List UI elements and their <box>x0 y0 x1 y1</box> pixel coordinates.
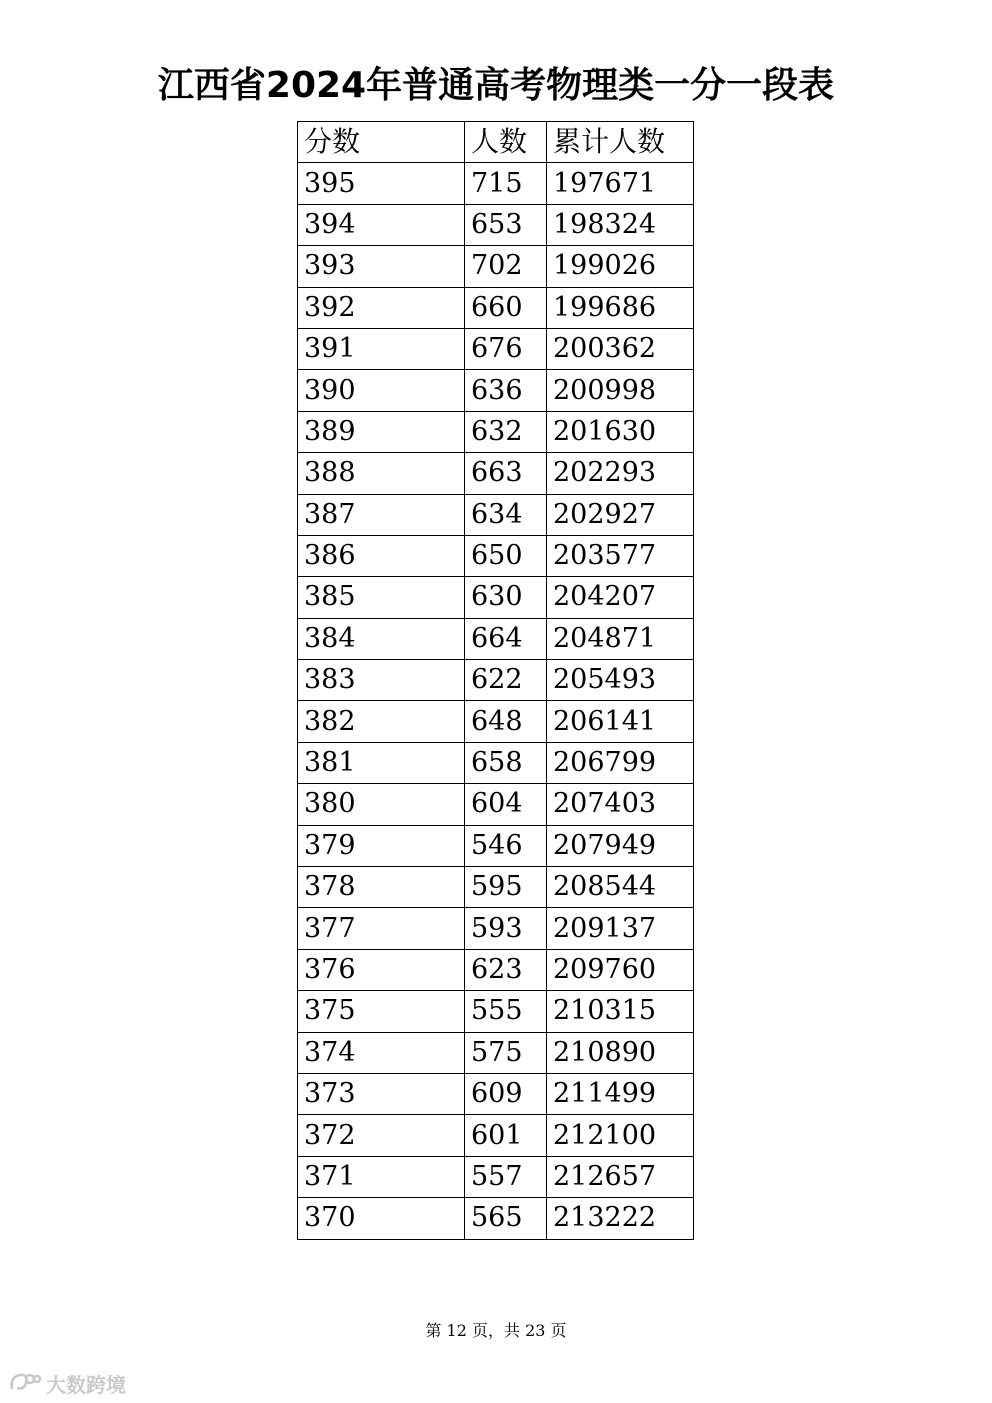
cumulative-cell: 213222 <box>547 1198 694 1239</box>
table-row <box>298 1032 694 1073</box>
count-cell: 715 <box>465 163 547 204</box>
cumulative-cell: 210890 <box>547 1032 694 1073</box>
table-row <box>298 660 694 701</box>
score-cell: 385 <box>298 577 465 618</box>
table-row <box>298 991 694 1032</box>
count-cell: 664 <box>465 618 547 659</box>
cumulative-cell: 204207 <box>547 577 694 618</box>
cumulative-cell: 211499 <box>547 1073 694 1114</box>
count-cell: 593 <box>465 908 547 949</box>
score-cell: 390 <box>298 370 465 411</box>
count-cell: 650 <box>465 535 547 576</box>
score-cell: 371 <box>298 1156 465 1197</box>
score-cell: 377 <box>298 908 465 949</box>
score-cell: 379 <box>298 825 465 866</box>
cumulative-cell: 212657 <box>547 1156 694 1197</box>
cumulative-cell: 202927 <box>547 494 694 535</box>
table-row <box>298 204 694 245</box>
table-row <box>298 163 694 204</box>
score-cell: 381 <box>298 742 465 783</box>
count-cell: 595 <box>465 867 547 908</box>
count-cell: 634 <box>465 494 547 535</box>
table-row <box>298 494 694 535</box>
table-row <box>298 535 694 576</box>
count-cell: 575 <box>465 1032 547 1073</box>
table-row <box>298 1198 694 1239</box>
score-cell: 373 <box>298 1073 465 1114</box>
table-row <box>298 784 694 825</box>
column-header-score: 分数 <box>298 122 465 163</box>
count-cell: 653 <box>465 204 547 245</box>
count-cell: 702 <box>465 246 547 287</box>
table-row <box>298 577 694 618</box>
score-cell: 383 <box>298 660 465 701</box>
cumulative-cell: 200362 <box>547 328 694 369</box>
brand-logo-icon <box>8 1371 42 1395</box>
count-cell: 632 <box>465 411 547 452</box>
cumulative-cell: 197671 <box>547 163 694 204</box>
count-cell: 648 <box>465 701 547 742</box>
cumulative-cell: 201630 <box>547 411 694 452</box>
table-row <box>298 1073 694 1114</box>
count-cell: 565 <box>465 1198 547 1239</box>
cumulative-cell: 199026 <box>547 246 694 287</box>
score-cell: 372 <box>298 1115 465 1156</box>
table-row <box>298 742 694 783</box>
score-cell: 393 <box>298 246 465 287</box>
cumulative-cell: 207949 <box>547 825 694 866</box>
count-cell: 546 <box>465 825 547 866</box>
score-cell: 374 <box>298 1032 465 1073</box>
table-row <box>298 246 694 287</box>
cumulative-cell: 204871 <box>547 618 694 659</box>
cumulative-cell: 199686 <box>547 287 694 328</box>
page-number: 第 12 页，共 23 页 <box>425 1321 567 1340</box>
count-cell: 604 <box>465 784 547 825</box>
table-row <box>298 1156 694 1197</box>
score-cell: 378 <box>298 867 465 908</box>
table-row <box>298 370 694 411</box>
table-row <box>298 287 694 328</box>
table-row <box>298 825 694 866</box>
count-cell: 622 <box>465 660 547 701</box>
cumulative-cell: 206799 <box>547 742 694 783</box>
cumulative-cell: 209137 <box>547 908 694 949</box>
count-cell: 663 <box>465 453 547 494</box>
column-header-count: 人数 <box>465 122 547 163</box>
count-cell: 676 <box>465 328 547 369</box>
cumulative-cell: 207403 <box>547 784 694 825</box>
page-title: 江西省2024年普通高考物理类一分一段表 <box>157 65 835 106</box>
score-cell: 380 <box>298 784 465 825</box>
score-cell: 395 <box>298 163 465 204</box>
count-cell: 636 <box>465 370 547 411</box>
cumulative-cell: 209760 <box>547 949 694 990</box>
score-cell: 388 <box>298 453 465 494</box>
table-row <box>298 908 694 949</box>
score-cell: 382 <box>298 701 465 742</box>
table-header-row <box>298 122 694 163</box>
count-cell: 623 <box>465 949 547 990</box>
count-cell: 658 <box>465 742 547 783</box>
cumulative-cell: 205493 <box>547 660 694 701</box>
table-row <box>298 328 694 369</box>
count-cell: 555 <box>465 991 547 1032</box>
count-cell: 557 <box>465 1156 547 1197</box>
score-cell: 376 <box>298 949 465 990</box>
cumulative-cell: 210315 <box>547 991 694 1032</box>
cumulative-cell: 206141 <box>547 701 694 742</box>
count-cell: 601 <box>465 1115 547 1156</box>
score-cell: 394 <box>298 204 465 245</box>
table-row <box>298 618 694 659</box>
score-cell: 389 <box>298 411 465 452</box>
table-row <box>298 411 694 452</box>
score-cell: 392 <box>298 287 465 328</box>
table-row <box>298 453 694 494</box>
score-cell: 386 <box>298 535 465 576</box>
watermark-text: 大数跨境 <box>46 1372 126 1397</box>
cumulative-cell: 212100 <box>547 1115 694 1156</box>
count-cell: 609 <box>465 1073 547 1114</box>
table-row <box>298 701 694 742</box>
column-header-cumulative: 累计人数 <box>547 122 694 163</box>
score-cell: 370 <box>298 1198 465 1239</box>
cumulative-cell: 198324 <box>547 204 694 245</box>
table-row <box>298 949 694 990</box>
cumulative-cell: 208544 <box>547 867 694 908</box>
table-row <box>298 1115 694 1156</box>
score-cell: 375 <box>298 991 465 1032</box>
score-cell: 391 <box>298 328 465 369</box>
score-distribution-table <box>297 121 694 1240</box>
score-cell: 387 <box>298 494 465 535</box>
table-row <box>298 867 694 908</box>
score-cell: 384 <box>298 618 465 659</box>
cumulative-cell: 200998 <box>547 370 694 411</box>
watermark <box>8 1368 126 1398</box>
count-cell: 660 <box>465 287 547 328</box>
cumulative-cell: 202293 <box>547 453 694 494</box>
cumulative-cell: 203577 <box>547 535 694 576</box>
count-cell: 630 <box>465 577 547 618</box>
